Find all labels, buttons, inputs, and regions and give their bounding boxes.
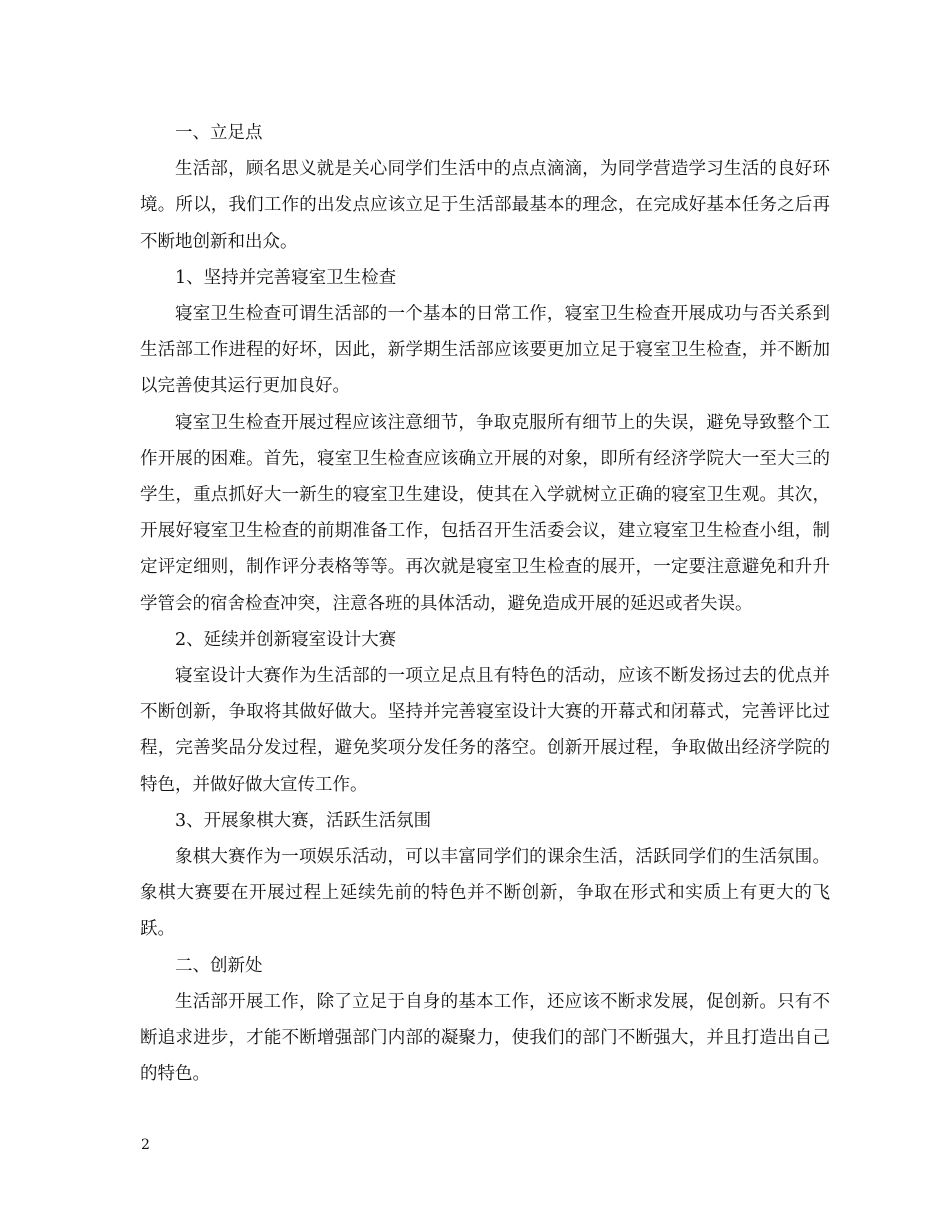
paragraph: 寝室设计大赛作为生活部的一项立足点且有特色的活动，应该不断发扬过去的优点并不断创新，争取将其做好做大。坚持并完善寝室设计大赛的开幕式和闭幕式，完善评比过程，完善奖品分发过程，避免奖项分发任务的落空。创新开展过程，争取做出经济学院的特色，并做好做大宣传工作。 xyxy=(140,666,830,795)
paragraph: 寝室卫生检查可谓生活部的一个基本的日常工作，寝室卫生检查开展成功与否关系到生活部工作进程的好坏，因此，新学期生活部应该要更加立足于寝室卫生检查，并不断加以完善使其运行更加良好。 xyxy=(140,304,830,397)
heading-standpoint: 一、立足点 xyxy=(175,123,263,143)
paragraph: 生活部开展工作，除了立足于自身的基本工作，还应该不断求发展，促创新。只有不断追求进步，才能不断增强部门内部的凝聚力，使我们的部门不断强大，并且打造出自己的特色。 xyxy=(140,991,830,1085)
paragraph: 寝室卫生检查开展过程应该注意细节，争取克服所有细节上的失误，避免导致整个工作开展的困难。首先，寝室卫生检查应该确立开展的对象，即所有经济学院大一至大三的学生，重点抓好大一新生的寝室卫生建设，使其在入学就树立正确的寝室卫生观。其次，开展好寝室卫生检查的前期准备工作，包括召开生活委会议，建立寝室卫生检查小组，制定评定细则，制作评分表格等等。再次就是寝室卫生检查的展开，一定要注意避免和升升学管会的宿舍检查冲突，注意各班的具体活动，避免造成开展的延迟或者失误。 xyxy=(140,412,830,614)
heading-innovation: 二、创新处 xyxy=(175,955,263,976)
subheading-dorm-inspection: 1、坚持并完善寝室卫生检查 xyxy=(175,267,397,288)
subheading-chess-contest: 3、开展象棋大赛，活跃生活氛围 xyxy=(175,810,432,831)
paragraph: 象棋大赛作为一项娱乐活动，可以丰富同学们的课余生活，活跃同学们的生活氛围。象棋大赛要在开展过程上延续先前的特色并不断创新，争取在形式和实质上有更大的飞跃。 xyxy=(140,847,830,940)
document-body xyxy=(140,115,830,1092)
subheading-dorm-design-contest: 2、延续并创新寝室设计大赛 xyxy=(175,629,397,650)
page-number: 2 xyxy=(141,1137,150,1153)
paragraph: 生活部，顾名思义就是关心同学们生活中的点点滴滴，为同学营造学习生活的良好环境。所以，我们工作的出发点应该立足于生活部最基本的理念，在完成好基本任务之后再不断地创新和出众。 xyxy=(140,159,830,252)
